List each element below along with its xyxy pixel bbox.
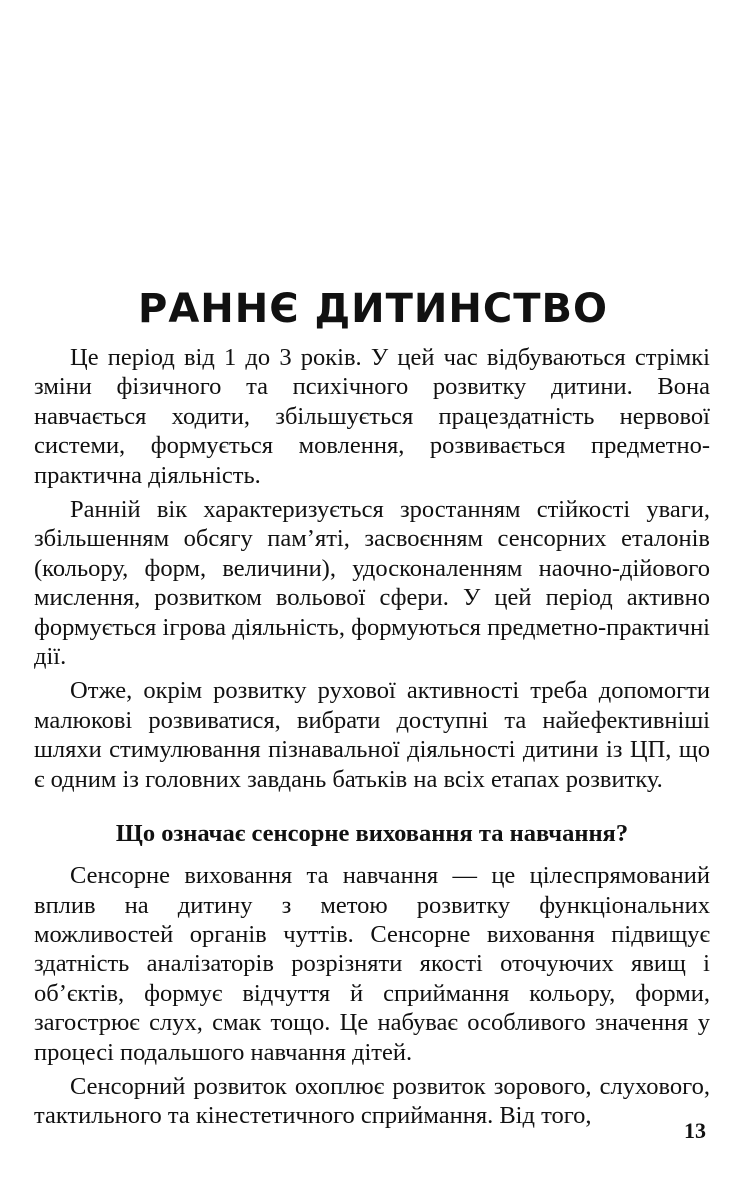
intro-paragraph-3: Отже, окрім розвитку рухової активності треба допомогти малюкові розвиватися, вибрати доступні та найефективніші шляхи стимулювання пізнавальної діяльності дитини із ЦП, що є одним із головних завдань батьків на всіх етапах розвитку. (34, 677, 710, 793)
chapter-title: РАННЄ ДИТИНСТВО (138, 286, 608, 332)
page-content (34, 343, 710, 1131)
section-paragraph-2: Сенсорний розвиток охоплює розвиток зорового, слухового, тактильного та кінестетичного сприймання. Від того, (34, 1072, 710, 1130)
section-paragraph-1: Сенсорне виховання та навчання — це цілеспрямований вплив на дитину з метою розвитку функціональних можливостей органів чуттів. Сенсорне виховання підвищує здатність аналізаторів розрізняти якості оточуючих явищ і об’єктів, формує відчуття й сприймання кольору, форми, загострює слух, смак тощо. Це набуває особливого значення у процесі подальшого навчання дітей. (34, 862, 710, 1066)
intro-paragraph-1: Це період від 1 до 3 років. У цей час відбуваються стрімкі зміни фізичного та психічного розвитку дитини. Вона навчається ходити, збільшується працездатність нервової системи, формується мовлення, розвивається предметно-практична діяльність. (34, 344, 710, 489)
page-number: 13 (684, 1118, 706, 1143)
intro-paragraph-2: Ранній вік характеризується зростанням стійкості уваги, збільшенням обсягу пам’яті, засвоєнням сенсорних еталонів (кольору, форм, величини), удосконаленням наочно-дійового мислення, розвитком вольової сфери. У цей період активно формується ігрова діяльність, формуються предметно-практичні дії. (34, 496, 710, 671)
section-heading: Що означає сенсорне виховання та навчання? (115, 820, 629, 848)
